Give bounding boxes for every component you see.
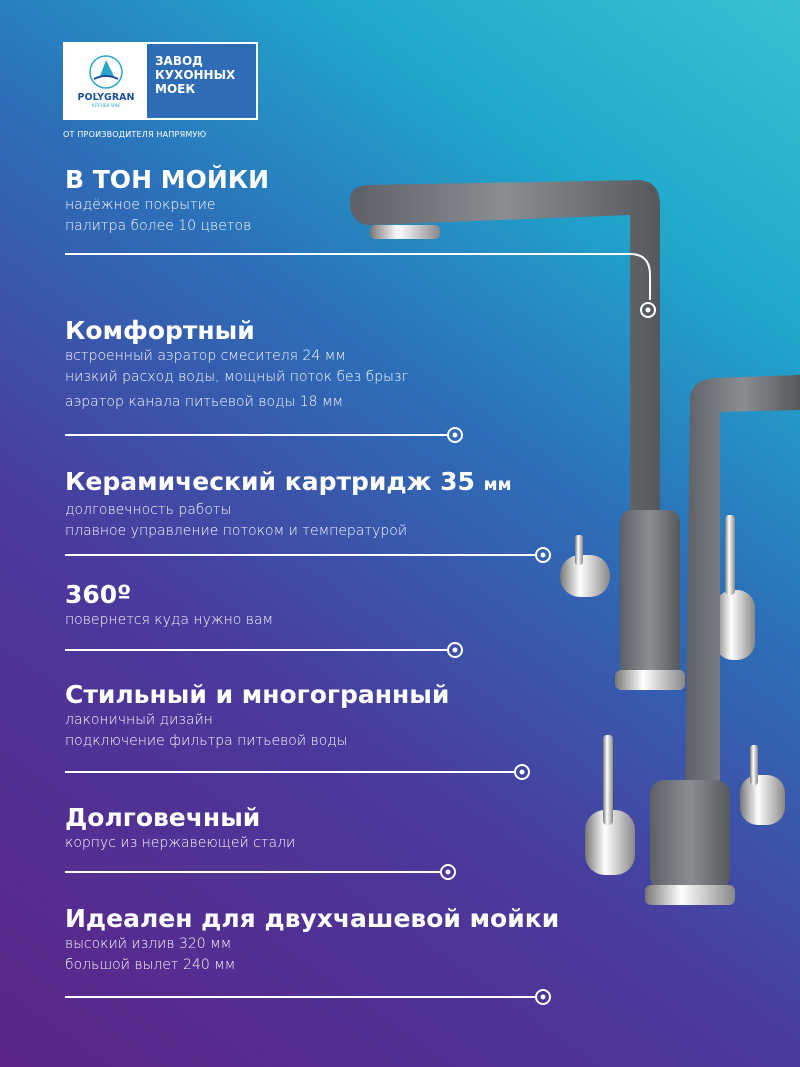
feature-line: высокий излив 320 мм <box>65 936 232 952</box>
feature-line: плавное управление потоком и температурой <box>65 523 408 539</box>
feature-color <box>65 165 269 237</box>
feature-title-unit: мм <box>483 475 512 495</box>
feature-line: аэратор канала питьевой воды 18 мм <box>65 394 344 410</box>
feature-title: 360º <box>65 580 132 609</box>
feature-comfort <box>65 316 408 413</box>
feature-line: низкий расход воды, мощный поток без брызг <box>65 369 409 385</box>
feature-title: Комфортный <box>65 316 255 345</box>
brand-logo <box>63 42 258 120</box>
feature-line: лаконичный дизайн <box>65 712 213 728</box>
feature-line: повернется куда нужно вам <box>65 612 274 628</box>
feature-title: Керамический картридж 35 <box>65 467 475 496</box>
feature-title: В ТОН МОЙКИ <box>65 165 270 194</box>
logo-title: ЗАВОД КУХОННЫХ МОЕК <box>147 44 256 118</box>
faucet-bottom <box>585 375 800 905</box>
feature-line: долговечность работы <box>65 502 232 518</box>
feature-rotation <box>65 580 273 631</box>
feature-line: большой вылет 240 мм <box>65 957 236 973</box>
feature-line: встроенный аэратор смесителя 24 мм <box>65 348 346 364</box>
feature-title: Стильный и многогранный <box>65 680 450 709</box>
logo-brand-sub: KITCHEN SINK <box>92 103 120 108</box>
feature-line: подключение фильтра питьевой воды <box>65 733 348 749</box>
feature-line: корпус из нержавеющей стали <box>65 835 296 851</box>
feature-durable <box>65 803 295 854</box>
feature-title: Идеален для двухчашевой мойки <box>65 904 560 933</box>
wave-sail-icon <box>88 54 124 90</box>
feature-style <box>65 680 449 752</box>
feature-double-sink <box>65 904 559 976</box>
feature-line: надёжное покрытие <box>65 197 216 213</box>
feature-cartridge <box>65 467 511 542</box>
feature-title: Долговечный <box>65 803 261 832</box>
logo-brand: POLYGRAN <box>77 92 135 103</box>
feature-line: палитра более 10 цветов <box>65 218 252 234</box>
tagline: ОТ ПРОИЗВОДИТЕЛЯ НАПРЯМУЮ <box>63 130 207 139</box>
